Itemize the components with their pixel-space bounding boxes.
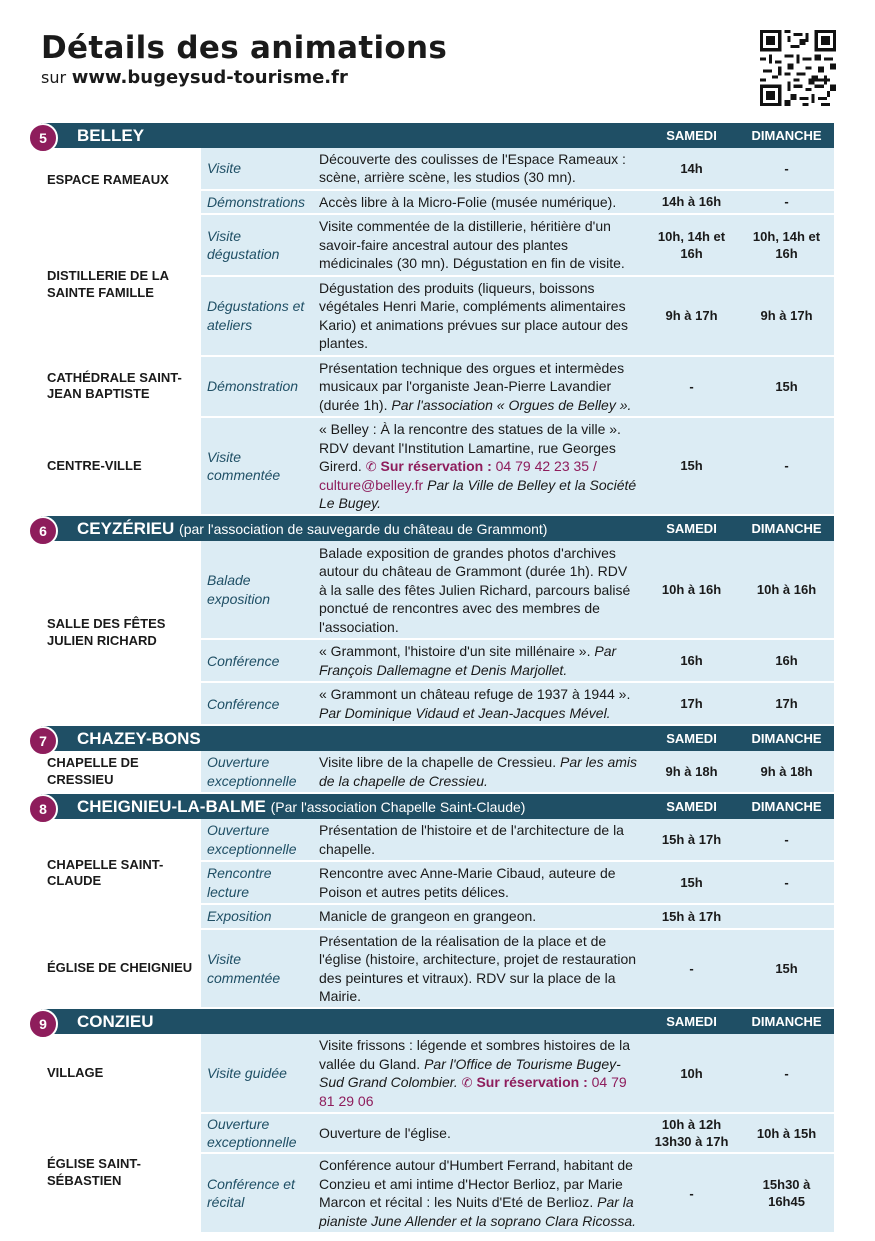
activity-description: Ouverture de l'église.: [313, 1113, 644, 1153]
saturday-time: 10h, 14h et 16h: [644, 214, 739, 275]
reservation-label: Sur réservation :: [380, 458, 492, 475]
section-title: [41, 1008, 644, 1034]
section-name: BELLEY: [77, 125, 145, 145]
activity-description: [313, 682, 644, 725]
description-text: Visite frissons : légende et sombres histoires de la vallée du Gland.: [319, 1037, 631, 1072]
subtitle-prefix: sur: [41, 68, 67, 88]
sunday-time: [739, 904, 834, 928]
saturday-header: SAMEDI: [644, 793, 739, 819]
activity-description: [313, 417, 644, 515]
description-text: Présentation technique des orgues et intermèdes musicaux par l'organiste Jean-Pierre Lavandier (durée 1h).: [319, 359, 625, 413]
page-header: [41, 30, 741, 89]
saturday-time: 9h à 17h: [644, 276, 739, 356]
saturday-time: 15h à 17h: [644, 819, 739, 861]
saturday-header: SAMEDI: [644, 123, 739, 148]
section-header-conzieu: [41, 1008, 834, 1034]
activity-type: Exposition: [201, 904, 313, 928]
place-name: CENTRE-VILLE: [41, 417, 201, 515]
section-number-badge: 7: [28, 726, 58, 756]
saturday-header: SAMEDI: [644, 725, 739, 751]
activity-description: [313, 1153, 644, 1233]
sunday-time: 17h: [739, 682, 834, 725]
activity-description: Visite commentée de la distillerie, héritière d'un savoir-faire ancestral autour des plantes médicinales (30 mn). Dégustation en fin de visite.: [313, 214, 644, 275]
description-text: Conférence autour d'Humbert Ferrand, habitant de Conzieu et ami intime d'Hector Berlioz, par Marie Marcon et récital : les Nuits d'Eté de Berlioz.: [319, 1157, 633, 1211]
description-text: « Grammont un château refuge de 1937 à 1944 ».: [319, 686, 631, 703]
sunday-time: 15h: [739, 929, 834, 1009]
activity-description: Accès libre à la Micro-Folie (musée numérique).: [313, 190, 644, 214]
sunday-time: -: [739, 861, 834, 904]
saturday-time: 14h: [644, 148, 739, 190]
organizer-text: Par les amis de la chapelle de Cressieu.: [319, 754, 638, 789]
description-text: « Grammont, l'histoire d'un site millénaire ».: [319, 643, 591, 660]
activity-type: Visite commentée: [201, 929, 313, 1009]
description-text: « Belley : À la rencontre des statues de la ville ». RDV devant l'Institution Lamartine, rue Georges Girerd.: [319, 421, 621, 475]
sunday-time: 9h à 17h: [739, 276, 834, 356]
place-name: CHAPELLE DE CRESSIEU: [41, 751, 201, 793]
saturday-time: 15h à 17h: [644, 904, 739, 928]
section-title: [41, 515, 644, 541]
section-organizer: (par l'association de sauvegarde du château de Grammont): [179, 520, 548, 537]
section-name: CHAZEY-BONS: [77, 728, 201, 748]
table-row: [41, 1034, 834, 1113]
section-number-badge: 6: [28, 516, 58, 546]
activity-type: Dégustations et ateliers: [201, 276, 313, 356]
table-row: [41, 819, 834, 861]
place-name: CATHÉDRALE SAINT-JEAN BAPTISTE: [41, 356, 201, 417]
section-title: [41, 123, 644, 148]
activity-type: Visite commentée: [201, 417, 313, 515]
table-row: [41, 356, 834, 417]
organizer-text: Par la pianiste June Allender et la soprano Clara Ricossa.: [319, 1194, 636, 1229]
saturday-header: SAMEDI: [644, 515, 739, 541]
website-link[interactable]: www.bugeysud-tourisme.fr: [71, 67, 348, 89]
activity-type: Conférence et récital: [201, 1153, 313, 1233]
activity-type: Visite dégustation: [201, 214, 313, 275]
place-name: SALLE DES FÊTES JULIEN RICHARD: [41, 541, 201, 725]
organizer-text: Par l'Office de Tourisme Bugey-Sud Grand Colombier.: [319, 1055, 621, 1091]
saturday-time: 10h: [644, 1034, 739, 1113]
saturday-time: 9h à 18h: [644, 751, 739, 793]
section-organizer: (Par l'association Chapelle Saint-Claude): [270, 798, 526, 815]
table-row: [41, 1113, 834, 1153]
sunday-time: 10h à 16h: [739, 541, 834, 639]
sunday-time: 16h: [739, 639, 834, 682]
section-name: CONZIEU: [77, 1011, 154, 1031]
activity-type: Conférence: [201, 682, 313, 725]
description-text: Visite libre de la chapelle de Cressieu.: [319, 754, 557, 771]
sunday-time: 9h à 18h: [739, 751, 834, 793]
section-title: [41, 793, 644, 819]
phone-icon: ✆: [461, 1075, 473, 1091]
activity-description: Balade exposition de grandes photos d'archives autour du château de Grammont (durée 1h). RDV à la salle des fêtes Julien Richard, parcours balisé ponctué de rencontres avec des membres de l'association.: [313, 541, 644, 639]
activity-type: Démonstration: [201, 356, 313, 417]
activity-type: Démonstrations: [201, 190, 313, 214]
saturday-time: -: [644, 356, 739, 417]
sunday-time: 10h, 14h et 16h: [739, 214, 834, 275]
phone-icon: ✆: [365, 459, 377, 475]
table-row: [41, 751, 834, 793]
activity-description: Présentation de l'histoire et de l'architecture de la chapelle.: [313, 819, 644, 861]
section-header-cheignieu-la-balme: [41, 793, 834, 819]
organizer-text: Par Dominique Vidaud et Jean-Jacques Mével.: [319, 704, 611, 721]
place-name: ÉGLISE DE CHEIGNIEU: [41, 929, 201, 1009]
section-header-belley: [41, 123, 834, 148]
saturday-time: 15h: [644, 861, 739, 904]
section-name: CHEIGNIEU-LA-BALME: [77, 796, 266, 816]
animations-table-wrapper: [41, 123, 834, 1234]
section-number-badge: 9: [28, 1009, 58, 1039]
reservation-phone[interactable]: 04 79 81 29 06: [319, 1074, 627, 1109]
activity-type: Balade exposition: [201, 541, 313, 639]
activity-description: Présentation de la réalisation de la place et de l'église (histoire, architecture, projet de restauration des peintures et vitraux). RDV sur la place de la Mairie.: [313, 929, 644, 1009]
saturday-time: 14h à 16h: [644, 190, 739, 214]
organizer-text: Par François Dallemagne et Denis Marjollet.: [319, 643, 617, 678]
activity-description: [313, 1034, 644, 1113]
reservation-email[interactable]: culture@belley.fr: [319, 476, 424, 493]
activity-type: Ouverture exceptionnelle: [201, 751, 313, 793]
section-name: CEYZÉRIEU: [77, 518, 175, 538]
activity-description: Rencontre avec Anne-Marie Cibaud, auteure de Poison et autres petits délices.: [313, 861, 644, 904]
section-number-badge: 8: [28, 794, 58, 824]
sunday-time: 10h à 15h: [739, 1113, 834, 1153]
activity-type: Visite guidée: [201, 1034, 313, 1113]
section-title: [41, 725, 644, 751]
table-row: [41, 929, 834, 1009]
saturday-time: 10h à 16h: [644, 541, 739, 639]
saturday-time: -: [644, 1153, 739, 1233]
activity-type: Ouverture exceptionnelle: [201, 819, 313, 861]
sunday-time: -: [739, 148, 834, 190]
section-header-chazey-bons: [41, 725, 834, 751]
sunday-time: -: [739, 190, 834, 214]
qr-code-icon[interactable]: [760, 30, 836, 106]
activity-description: Dégustation des produits (liqueurs, boissons végétales Henri Marie, compléments alimentaires Kario) et animations prévues sur place autour des plantes.: [313, 276, 644, 356]
activity-description: [313, 356, 644, 417]
reservation-label: Sur réservation :: [476, 1074, 588, 1091]
place-name: DISTILLERIE DE LA SAINTE FAMILLE: [41, 214, 201, 355]
sunday-header: DIMANCHE: [739, 123, 834, 148]
sunday-header: DIMANCHE: [739, 793, 834, 819]
activity-type: Visite: [201, 148, 313, 190]
section-header-ceyzerieu: [41, 515, 834, 541]
place-name: CHAPELLE SAINT-CLAUDE: [41, 819, 201, 928]
table-row: [41, 541, 834, 639]
sunday-time: -: [739, 1034, 834, 1113]
place-name: ESPACE RAMEAUX: [41, 148, 201, 214]
sunday-time: 15h: [739, 356, 834, 417]
saturday-header: SAMEDI: [644, 1008, 739, 1034]
activity-description: [313, 639, 644, 682]
activity-description: Manicle de grangeon en grangeon.: [313, 904, 644, 928]
page-title: Détails des animations: [41, 30, 448, 66]
organizer-text: Par la Ville de Belley et la Société Le Bugey.: [319, 476, 637, 511]
activity-description: Découverte des coulisses de l'Espace Rameaux : scène, arrière scène, les studios (30 mn).: [313, 148, 644, 190]
reservation-phone[interactable]: 04 79 42 23 35 /: [495, 458, 597, 475]
saturday-time: 10h à 12h 13h30 à 17h: [644, 1113, 739, 1153]
place-name: VILLAGE: [41, 1034, 201, 1113]
sunday-header: DIMANCHE: [739, 725, 834, 751]
saturday-time: 15h: [644, 417, 739, 515]
page-subtitle: [41, 67, 741, 89]
table-row: [41, 148, 834, 190]
activity-type: Rencontre lecture: [201, 861, 313, 904]
place-name: ÉGLISE SAINT-SÉBASTIEN: [41, 1113, 201, 1233]
sunday-header: DIMANCHE: [739, 515, 834, 541]
activity-description: [313, 751, 644, 793]
saturday-time: 17h: [644, 682, 739, 725]
table-row: [41, 214, 834, 275]
sunday-time: -: [739, 819, 834, 861]
animations-table: [41, 123, 834, 1234]
organizer-text: Par l'association « Orgues de Belley ».: [391, 396, 632, 413]
activity-type: Conférence: [201, 639, 313, 682]
sunday-time: -: [739, 417, 834, 515]
sunday-header: DIMANCHE: [739, 1008, 834, 1034]
saturday-time: -: [644, 929, 739, 1009]
sunday-time: 15h30 à 16h45: [739, 1153, 834, 1233]
activity-type: Ouverture exceptionnelle: [201, 1113, 313, 1153]
table-row: [41, 417, 834, 515]
saturday-time: 16h: [644, 639, 739, 682]
section-number-badge: 5: [28, 123, 58, 153]
